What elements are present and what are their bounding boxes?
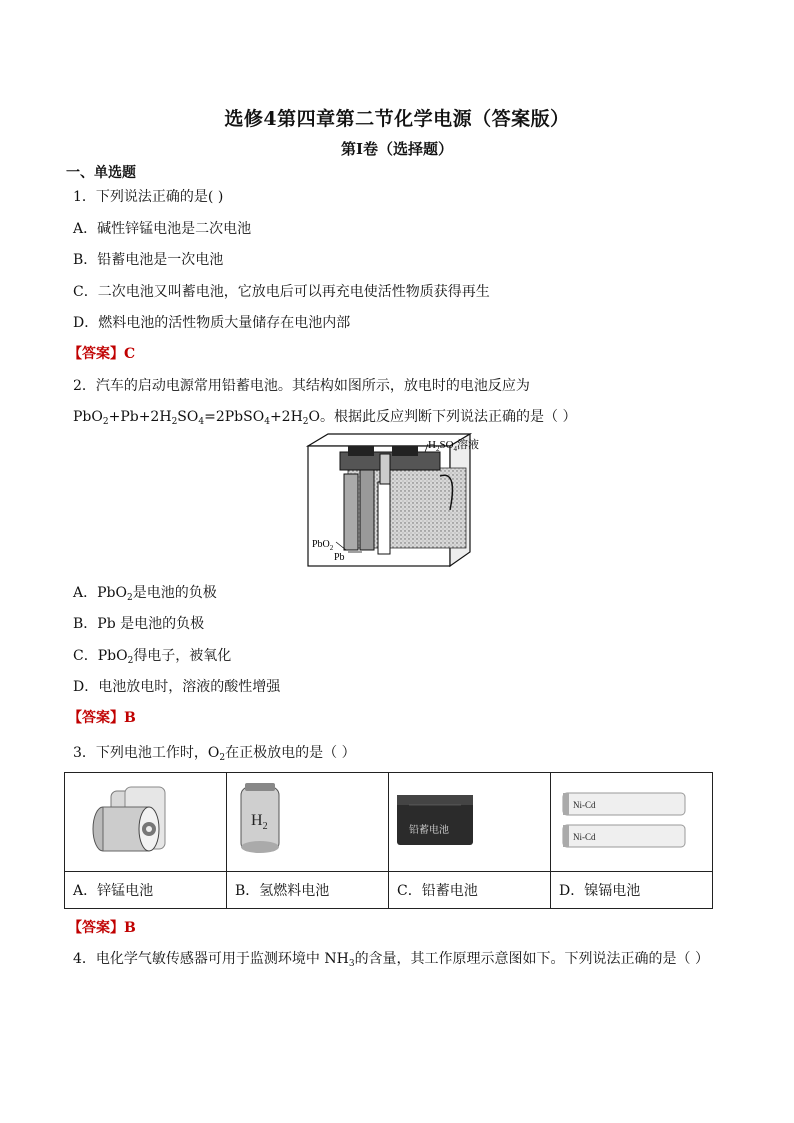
q1-option-c: C．二次电池又叫蓄电池，它放电后可以再充电使活性物质获得再生 bbox=[73, 284, 490, 300]
q2-stem: 2．汽车的启动电源常用铅蓄电池。其结构如图所示，放电时的电池反应为 bbox=[73, 378, 530, 394]
q2-answer bbox=[68, 707, 136, 727]
q2-equation: $PbO_2+Pb+2H_2SO_4=2PbSO_4+2H_2O$。根据此反应判断下列说法正确的是（ ） bbox=[73, 409, 577, 427]
lead-acid-battery-image bbox=[389, 773, 549, 871]
answer-label: 【答案】 bbox=[68, 920, 124, 936]
nicd-label-2: Ni-Cd bbox=[573, 832, 596, 842]
q3-image-cell-d bbox=[551, 773, 713, 872]
q2-option-a: A．PbO$_2$是电池的负极 bbox=[73, 585, 217, 603]
q2-option-b: B．Pb 是电池的负极 bbox=[73, 616, 205, 632]
q2-option-d: D．电池放电时，溶液的酸性增强 bbox=[73, 679, 281, 695]
q3-options-table bbox=[64, 772, 713, 909]
q3-image-cell-a bbox=[65, 773, 227, 872]
q3-answer bbox=[68, 917, 136, 937]
section-heading: 一、单选题 bbox=[66, 165, 136, 181]
q3-stem: 3．下列电池工作时，$O_2$在正极放电的是（ ） bbox=[73, 745, 356, 763]
q1-option-d: D．燃料电池的活性物质大量储存在电池内部 bbox=[73, 315, 351, 331]
q1-option-a: A．碱性锌锰电池是二次电池 bbox=[73, 221, 252, 237]
pbo2-label: PbO$_2$ bbox=[312, 539, 334, 552]
q1-answer bbox=[68, 343, 135, 363]
q1-stem: 1．下列说法正确的是( ) bbox=[73, 189, 224, 205]
answer-value: B bbox=[124, 710, 136, 726]
battery-diagram bbox=[300, 430, 500, 575]
q3-image-cell-b bbox=[227, 773, 389, 872]
q3-option-d: D．镍镉电池 bbox=[551, 872, 713, 909]
q3-option-b: B．氢燃料电池 bbox=[227, 872, 389, 909]
q3-option-c: C．铅蓄电池 bbox=[389, 872, 551, 909]
h2-label: $H_2$ bbox=[251, 812, 268, 832]
lead-battery-label: 铅蓄电池 bbox=[409, 825, 449, 836]
answer-value: C bbox=[124, 346, 136, 362]
answer-label: 【答案】 bbox=[68, 710, 124, 726]
h2so4-label: $H_2SO_4$溶液 bbox=[428, 439, 480, 453]
answer-value: B bbox=[124, 920, 136, 936]
pb-label: Pb bbox=[334, 552, 345, 563]
q2-option-c: C．PbO$_2$得电子，被氧化 bbox=[73, 648, 232, 666]
nicd-label-1: Ni-Cd bbox=[573, 800, 596, 810]
hydrogen-fuel-cell-image bbox=[227, 773, 387, 871]
answer-label: 【答案】 bbox=[68, 346, 124, 362]
q3-option-a: A．锌锰电池 bbox=[65, 872, 227, 909]
q3-image-cell-c bbox=[389, 773, 551, 872]
lead-acid-battery-figure bbox=[300, 430, 500, 575]
q4-stem: 4．电化学气敏传感器可用于监测环境中 $NH_3$的含量，其工作原理示意图如下。下列说法正确的是（ ） bbox=[73, 951, 710, 969]
q1-option-b: B．铅蓄电池是一次电池 bbox=[73, 252, 224, 268]
zinc-manganese-battery-image bbox=[65, 773, 225, 871]
document-subtitle: 第I卷（选择题） bbox=[340, 140, 454, 158]
nickel-cadmium-battery-image bbox=[551, 773, 711, 871]
document-title: 选修4第四章第二节化学电源（答案版） bbox=[224, 108, 570, 130]
